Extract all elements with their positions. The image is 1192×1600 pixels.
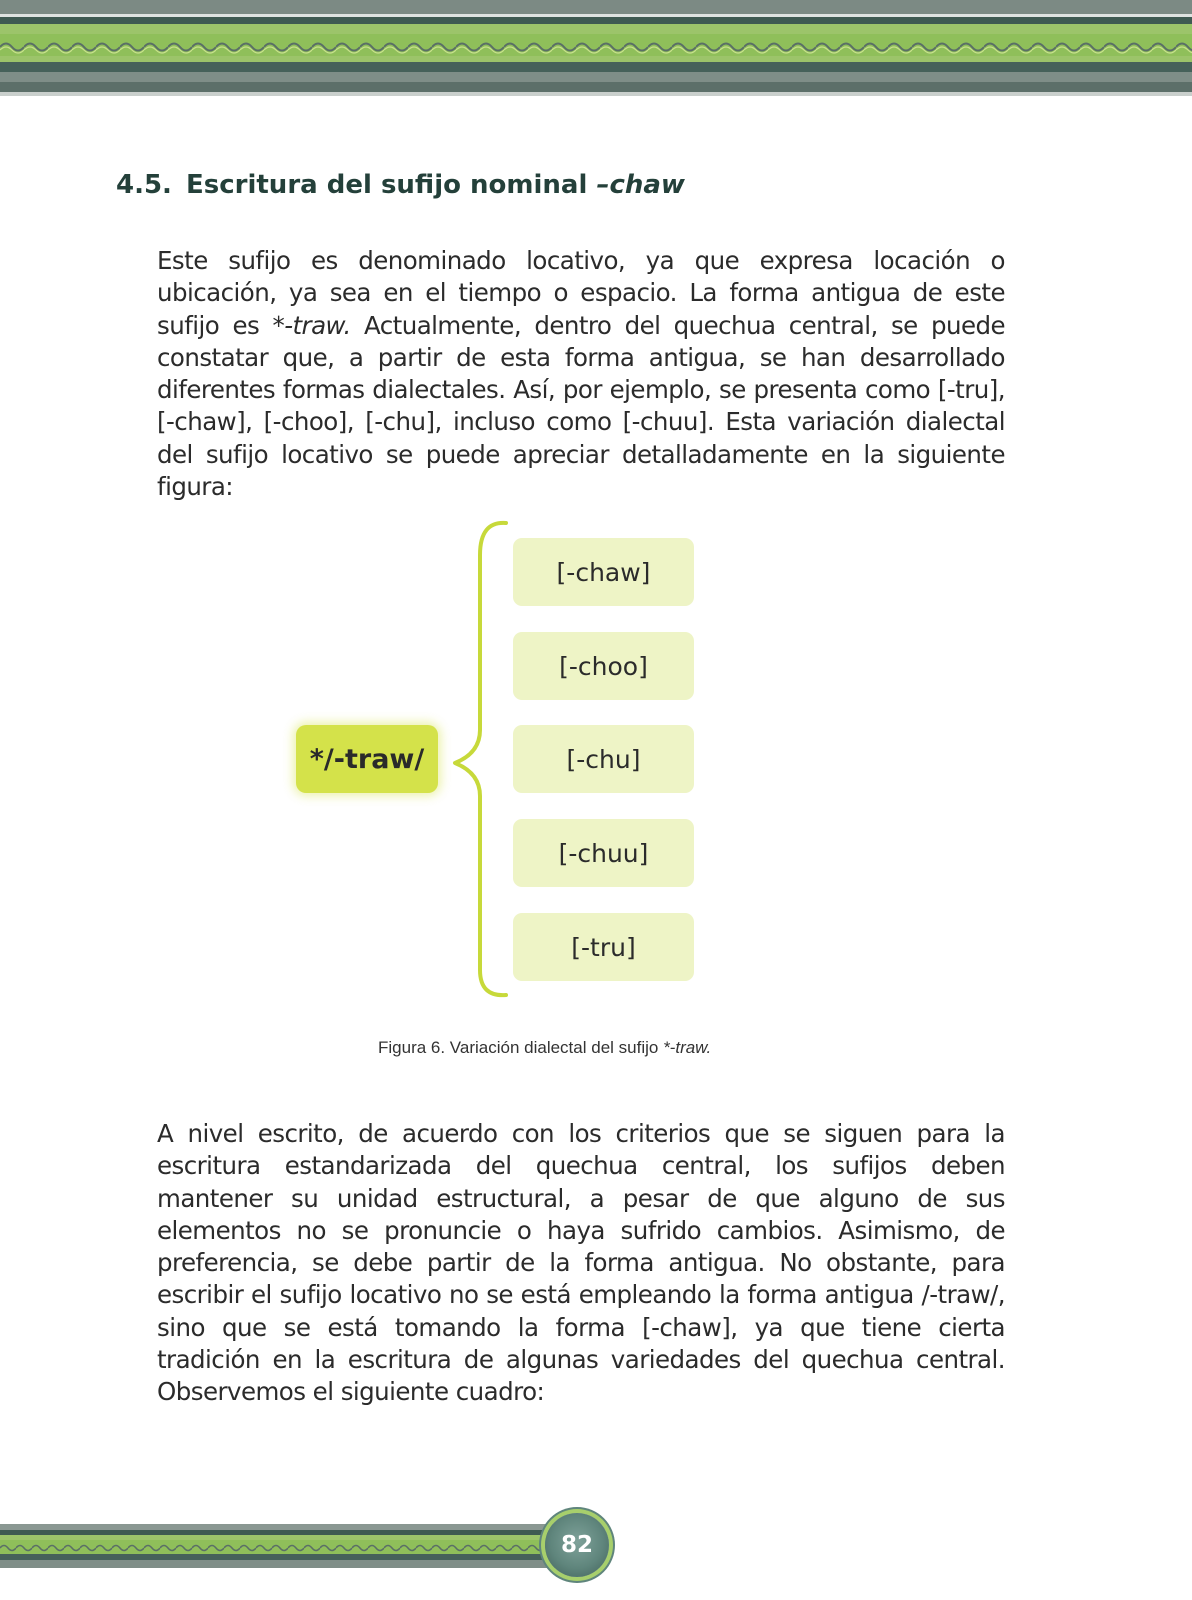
section-heading [116,170,685,200]
intro-paragraph-text-1: Este sufijo es denominado locativo, ya que expresa locación o ubicación, ya sea en el tiempo o espacio. La forma antigua de este sufijo es [157,246,1005,340]
variant-box-chu [513,725,694,793]
dialect-variation-diagram [280,515,720,1005]
section-number: 4.5. [116,170,172,200]
variant-label: [-chuu] [558,838,649,868]
body-paragraph: A nivel escrito, de acuerdo con los criterios que se siguen para la escritura estandarizada del quechua central, los sufijos deben mantener su unidad estructural, a pesar de que alguno de sus elementos no se pronuncie o haya sufrido cambios. Asimismo, de preferencia, se debe partir de la forma antigua. No obstante, para escribir el sufijo locativo no se está empleando la forma antigua /-traw/, sino que se está tomando la forma [-chaw], ya que tiene cierta tradición en la escritura de algunas variedades del quechua central. Observemos el siguiente cuadro: [157,1119,1005,1407]
root-form-box [296,725,438,793]
variant-label: [-chaw] [556,557,651,587]
variant-box-chuu [513,819,694,887]
section-title: Escritura del sufijo nominal [186,170,597,200]
variant-box-tru [513,913,694,981]
zigzag-pattern [0,36,1192,58]
caption-label: Figura 6. Variación dialectal del sufijo [378,1038,664,1057]
section-title-emphasis: –chaw [596,170,685,200]
variant-label: [-chu] [566,744,641,774]
variant-box-chaw [513,538,694,606]
caption-form: *-traw. [663,1038,712,1057]
root-form-label: */-traw/ [309,743,425,775]
top-decorative-band [0,0,1192,96]
page-number: 82 [560,1532,593,1558]
intro-paragraph-text-2: Actualmente, dentro del quechua central, se puede constatar que, a partir de esta forma antigua, se han desarrollado diferentes formas dialectales. Así, por ejemplo, se presenta como [-tru], [-chaw], [-choo], [-chu], incluso como [-chuu]. Esta variación dialectal del sufijo locativo se puede apreciar detalladamente en la siguiente figura: [157,310,1005,502]
zigzag-pattern [0,1541,575,1555]
page-number-badge [545,1513,609,1577]
intro-paragraph [157,245,1005,503]
variant-box-choo [513,632,694,700]
figure-caption [378,1038,711,1058]
variant-label: [-tru] [571,932,636,962]
old-form-text: *-traw. [272,310,351,340]
bottom-decorative-band [0,1524,575,1568]
variant-label: [-choo] [559,651,648,681]
